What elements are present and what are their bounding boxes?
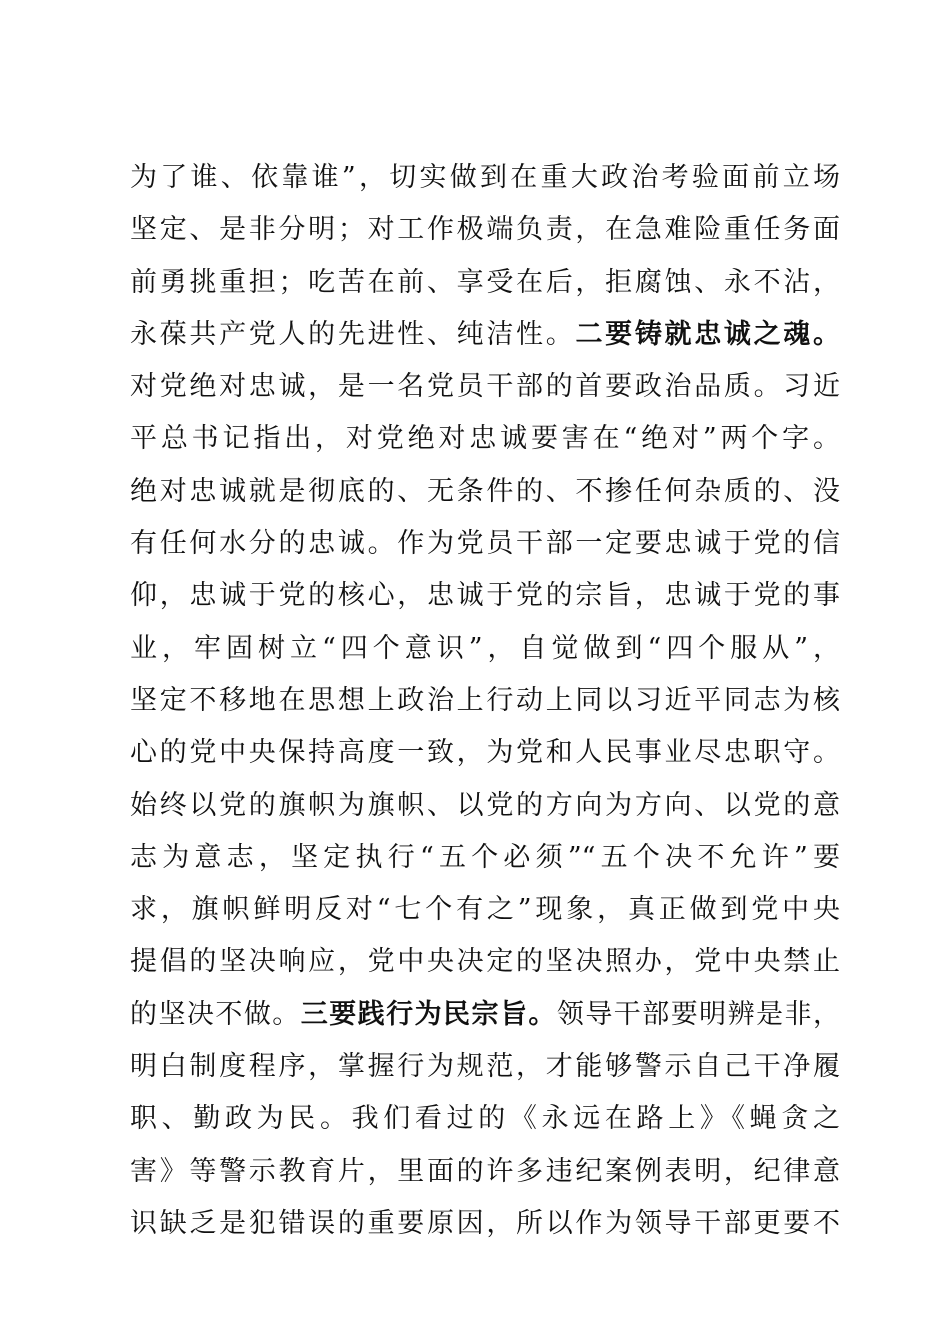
text-run: 职、勤政为民。我们看过的《永远在路上》《蝇贪之 bbox=[130, 1103, 840, 1135]
text-line bbox=[130, 413, 840, 465]
text-run: 永葆共产党人的先进性、纯洁性。 bbox=[130, 318, 576, 350]
text-line bbox=[130, 623, 840, 675]
text-run: 对党绝对忠诚，是一名党员干部的首要政治品质。习近 bbox=[130, 371, 840, 403]
text-run: 提倡的坚决响应，党中央决定的坚决照办，党中央禁止 bbox=[130, 946, 840, 978]
text-line bbox=[130, 727, 840, 779]
text-line bbox=[130, 257, 840, 309]
body-text bbox=[130, 152, 840, 1250]
text-line bbox=[130, 1093, 840, 1145]
text-run: 坚定、是非分明；对工作极端负责，在急难险重任务面 bbox=[130, 214, 840, 246]
text-run: 心的党中央保持高度一致，为党和人民事业尽忠职守。 bbox=[130, 737, 840, 769]
text-run: 业，牢固树立“四个意识”，自觉做到“四个服从”， bbox=[130, 632, 840, 664]
text-run: 仰，忠诚于党的核心，忠诚于党的宗旨，忠诚于党的事 bbox=[130, 580, 840, 612]
text-run: 识缺乏是犯错误的重要原因，所以作为领导干部更要不 bbox=[130, 1207, 840, 1239]
section-heading-3: 三要践行为民宗旨。 bbox=[300, 998, 557, 1030]
text-run: 绝对忠诚就是彻底的、无条件的、不掺任何杂质的、没 bbox=[130, 475, 840, 507]
text-line bbox=[130, 884, 840, 936]
text-line bbox=[130, 361, 840, 413]
text-line bbox=[130, 309, 840, 361]
text-line bbox=[130, 989, 840, 1041]
text-line bbox=[130, 466, 840, 518]
text-line bbox=[130, 204, 840, 256]
text-run: 前勇挑重担；吃苦在前、享受在后，拒腐蚀、永不沾， bbox=[130, 266, 840, 298]
text-line bbox=[130, 780, 840, 832]
text-run: 明白制度程序，掌握行为规范，才能够警示自己干净履 bbox=[130, 1051, 840, 1083]
text-line bbox=[130, 1198, 840, 1250]
text-run: 求，旗帜鲜明反对“七个有之”现象，真正做到党中央 bbox=[130, 894, 840, 926]
text-line bbox=[130, 152, 840, 204]
text-line bbox=[130, 1041, 840, 1093]
section-heading-2: 二要铸就忠诚之魂。 bbox=[575, 318, 841, 350]
text-run: 有任何水分的忠诚。作为党员干部一定要忠诚于党的信 bbox=[130, 528, 840, 560]
text-line bbox=[130, 832, 840, 884]
text-line bbox=[130, 936, 840, 988]
text-run: 坚定不移地在思想上政治上行动上同以习近平同志为核 bbox=[130, 684, 840, 716]
text-run: 志为意志，坚定执行“五个必须”“五个决不允许”要 bbox=[130, 841, 840, 873]
text-line bbox=[130, 1146, 840, 1198]
text-run: 害》等警示教育片，里面的许多违纪案例表明，纪律意 bbox=[130, 1155, 840, 1187]
text-line bbox=[130, 518, 840, 570]
text-run: 领导干部要明辨是非， bbox=[556, 998, 840, 1030]
text-run: 为了谁、依靠谁”，切实做到在重大政治考验面前立场 bbox=[130, 162, 840, 193]
text-line bbox=[130, 570, 840, 622]
text-run: 平总书记指出，对党绝对忠诚要害在“绝对”两个字。 bbox=[130, 423, 840, 455]
text-run: 始终以党的旗帜为旗帜、以党的方向为方向、以党的意 bbox=[130, 789, 840, 821]
text-line bbox=[130, 675, 840, 727]
text-run: 的坚决不做。 bbox=[130, 998, 301, 1030]
